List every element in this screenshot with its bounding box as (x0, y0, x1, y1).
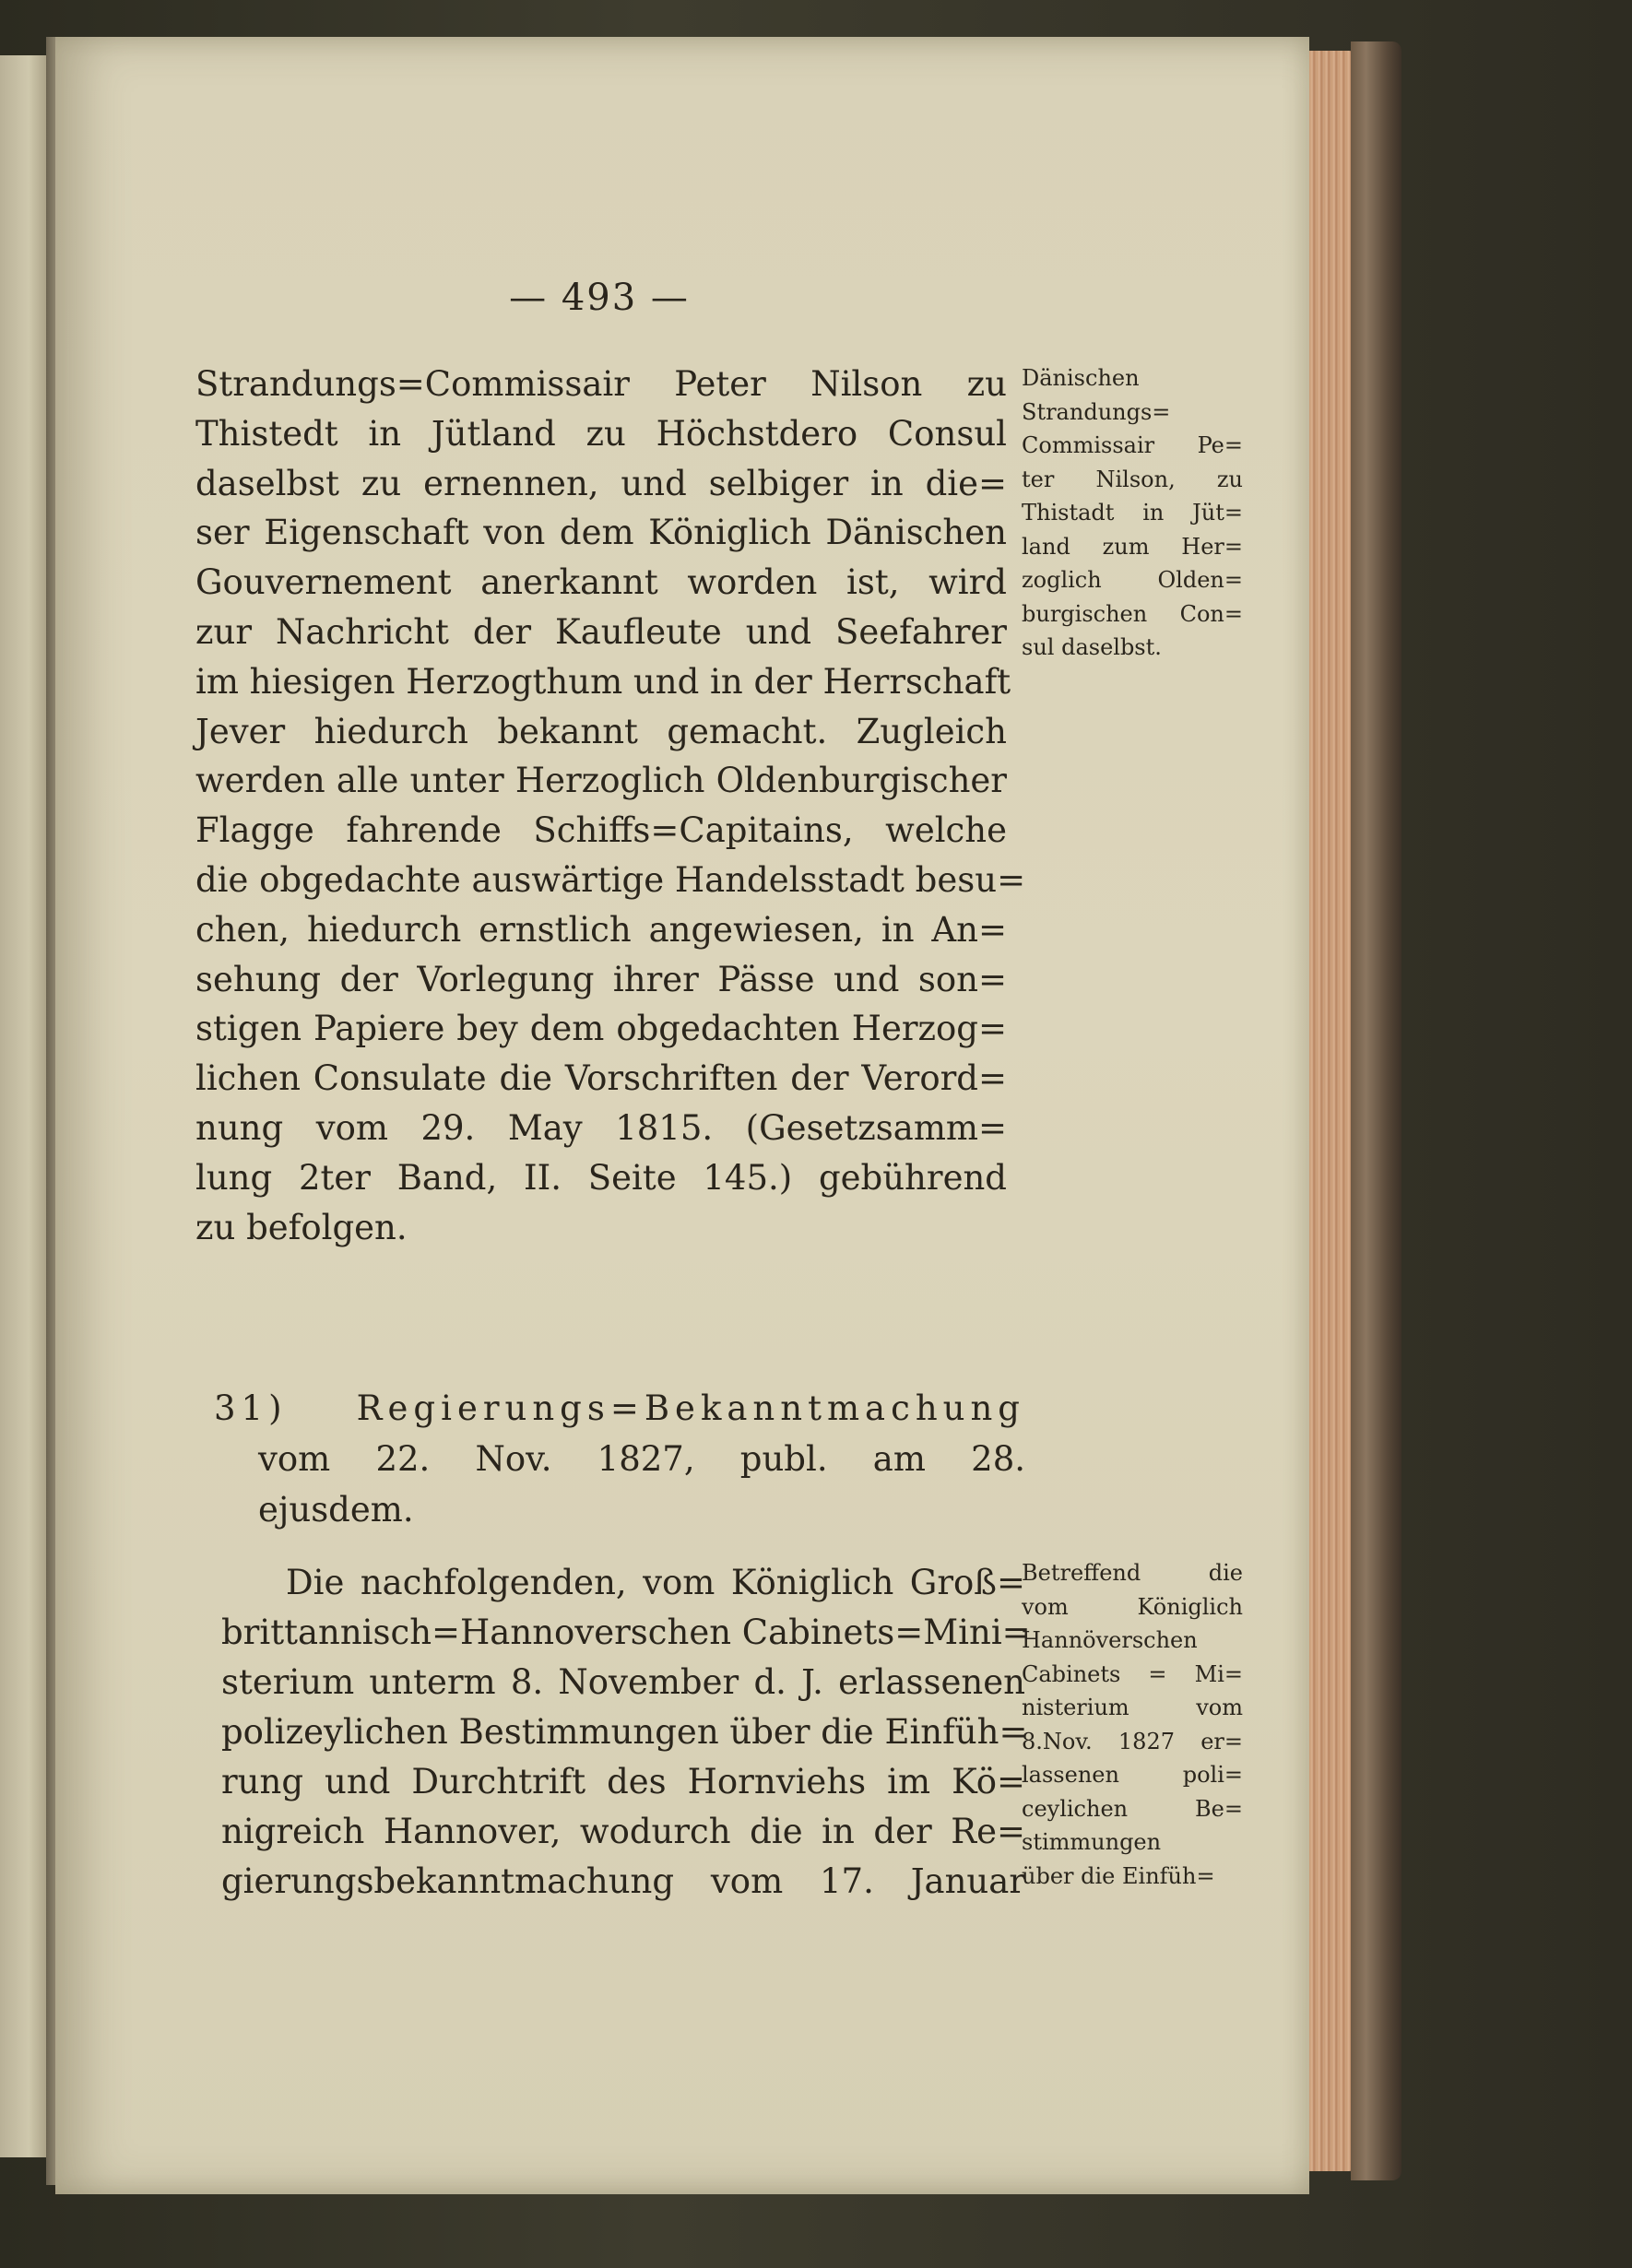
margin-line: Betreffend die (1022, 1560, 1243, 1586)
text-line: nigreich Hannover, wodurch die in der Re= (221, 1812, 1025, 1851)
margin-line: stimmungen (1022, 1829, 1162, 1855)
text-line: Flagge fahrende Schiffs=Capitains, welche (195, 810, 1007, 851)
previous-page-edge (0, 55, 48, 2157)
text-line: stigen Papiere bey dem obgedachten Herzog= (195, 1009, 1007, 1049)
text-line: Die nachfolgenden, vom Königlich Groß= (286, 1563, 1025, 1602)
section-title: 31) Regierungs=Bekanntmachung (214, 1388, 1025, 1428)
margin-line: Commissair Pe= (1022, 432, 1243, 458)
margin-line: nisterium vom (1022, 1695, 1243, 1720)
text-line: polizeylichen Bestimmungen über die Einfüh= (221, 1712, 1028, 1752)
margin-line: burgischen Con= (1022, 600, 1243, 627)
section-date: vom 22. Nov. 1827, publ. am 28. (258, 1439, 1025, 1479)
paragraph-2 (221, 1558, 1031, 1907)
margin-line: sul daselbst. (1022, 634, 1162, 660)
text-line: zu befolgen. (195, 1207, 408, 1247)
margin-line: über die Einfüh= (1022, 1862, 1215, 1889)
margin-line: zoglich Olden= (1022, 567, 1243, 593)
text-line: zur Nachricht der Kaufleute und Seefahrer (195, 611, 1007, 652)
margin-line: vom Königlich (1022, 1593, 1243, 1620)
text-line: ser Eigenschaft von dem Königlich Dänischen (195, 513, 1007, 553)
text-line: chen, hiedurch ernstlich angewiesen, in An= (195, 909, 1007, 950)
margin-note-1 (1022, 361, 1243, 665)
section-heading (214, 1383, 1025, 1535)
text-line: brittannisch=Hannoverschen Cabinets=Mini= (221, 1612, 1031, 1652)
text-line: gierungsbekanntmachung vom 17. Januar (221, 1861, 1025, 1901)
text-line: sehung der Vorlegung ihrer Pässe und son= (195, 959, 1007, 999)
section-ejusdem: ejusdem. (258, 1490, 414, 1530)
margin-line: Dänischen (1022, 365, 1140, 391)
text-line: daselbst zu ernennen, und selbiger in die= (195, 463, 1007, 503)
text-line: Jever hiedurch bekannt gemacht. Zugleich (195, 711, 1007, 751)
margin-line: Hannöverschen (1022, 1627, 1198, 1653)
margin-line: Thistadt in Jüt= (1022, 500, 1243, 526)
text-line: lung 2ter Band, II. Seite 145.) gebührend (195, 1157, 1007, 1198)
book-cover-edge (1351, 41, 1401, 2180)
text-line: werden alle unter Herzoglich Oldenburgischer (195, 761, 1007, 801)
margin-line: ceylichen Be= (1022, 1795, 1243, 1822)
text-line: rung und Durchtrift des Hornviehs im Kö= (221, 1762, 1025, 1801)
text-line: Gouvernement anerkannt worden ist, wird (195, 562, 1007, 603)
text-line: lichen Consulate die Vorschriften der Verord= (195, 1058, 1007, 1099)
text-line: sterium unterm 8. November d. J. erlassenen (221, 1662, 1025, 1702)
text-line: die obgedachte auswärtige Handelsstadt besu= (195, 859, 1026, 900)
margin-line: ter Nilson, zu (1022, 466, 1243, 492)
page-number: — 493 — (509, 277, 690, 319)
margin-line: Cabinets = Mi= (1022, 1660, 1243, 1687)
margin-line: 8.Nov. 1827 er= (1022, 1728, 1243, 1754)
text-line: Thistedt in Jütland zu Höchstdero Consul (195, 413, 1007, 454)
text-line: im hiesigen Herzogthum und in der Herrschaft (195, 661, 1011, 702)
margin-line: lassenen poli= (1022, 1762, 1243, 1788)
margin-line: Strandungs= (1022, 398, 1171, 425)
text-line: Strandungs=Commissair Peter Nilson zu (195, 364, 1007, 404)
text-line: nung vom 29. May 1815. (Gesetzsamm= (195, 1107, 1007, 1148)
paragraph-1 (195, 360, 1026, 1252)
margin-note-2 (1022, 1556, 1243, 1893)
margin-line: land zum Her= (1022, 533, 1243, 560)
